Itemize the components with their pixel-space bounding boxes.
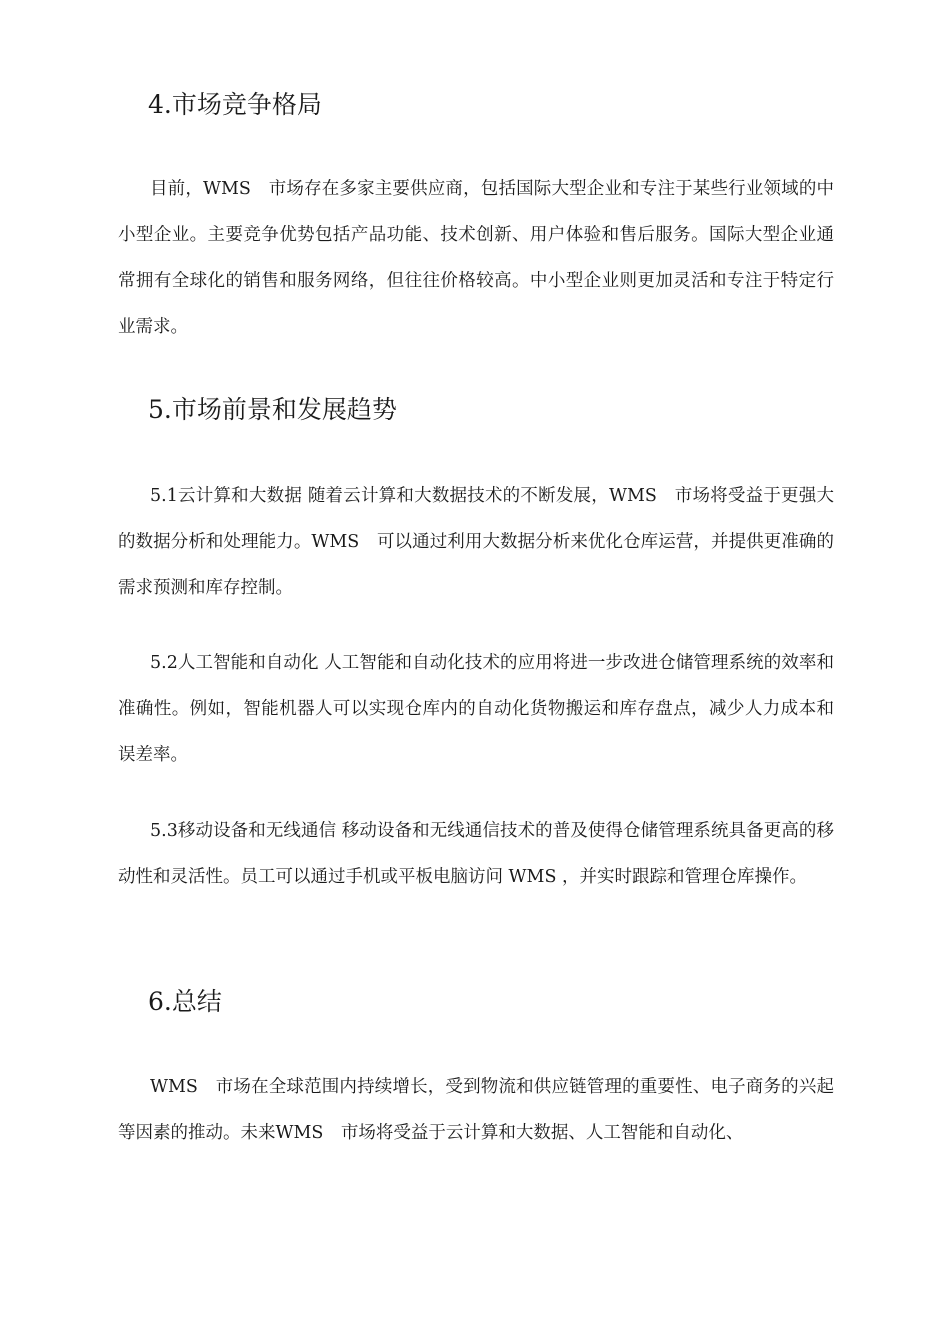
section-heading-summary: 6.总结 xyxy=(148,987,222,1016)
paragraph-mobile-wireless: 5.3移动设备和无线通信 移动设备和无线通信技术的普及使得仓储管理系统具备更高的移动性和灵活性。员工可以通过手机或平板电脑访问 WMS ，并实时跟踪和管理仓库操作。 xyxy=(118,821,834,887)
paragraph-ai-automation: 5.2人工智能和自动化 人工智能和自动化技术的应用将进一步改进仓储管理系统的效率和准确性。例如，智能机器人可以实现仓库内的自动化货物搬运和库存盘点，减少人力成本和误差率。 xyxy=(118,653,834,765)
paragraph-market-competition: 目前，WMS 市场存在多家主要供应商，包括国际大型企业和专注于某些行业领域的中小型企业。主要竞争优势包括产品功能、技术创新、用户体验和售后服务。国际大型企业通常拥有全球化的销售和服务网络，但往往价格较高。中小型企业则更加灵活和专注于特定行业需求。 xyxy=(118,179,834,337)
section-heading-market-competition: 4.市场竞争格局 xyxy=(148,90,322,119)
paragraph-summary: WMS 市场在全球范围内持续增长，受到物流和供应链管理的重要性、电子商务的兴起等因素的推动。未来WMS 市场将受益于云计算和大数据、人工智能和自动化、 xyxy=(118,1077,834,1143)
section-heading-market-outlook: 5.市场前景和发展趋势 xyxy=(148,395,397,424)
paragraph-cloud-bigdata: 5.1云计算和大数据 随着云计算和大数据技术的不断发展，WMS 市场将受益于更强大的数据分析和处理能力。WMS 可以通过利用大数据分析来优化仓库运营，并提供更准确的需求预测和库存控制。 xyxy=(118,486,834,598)
